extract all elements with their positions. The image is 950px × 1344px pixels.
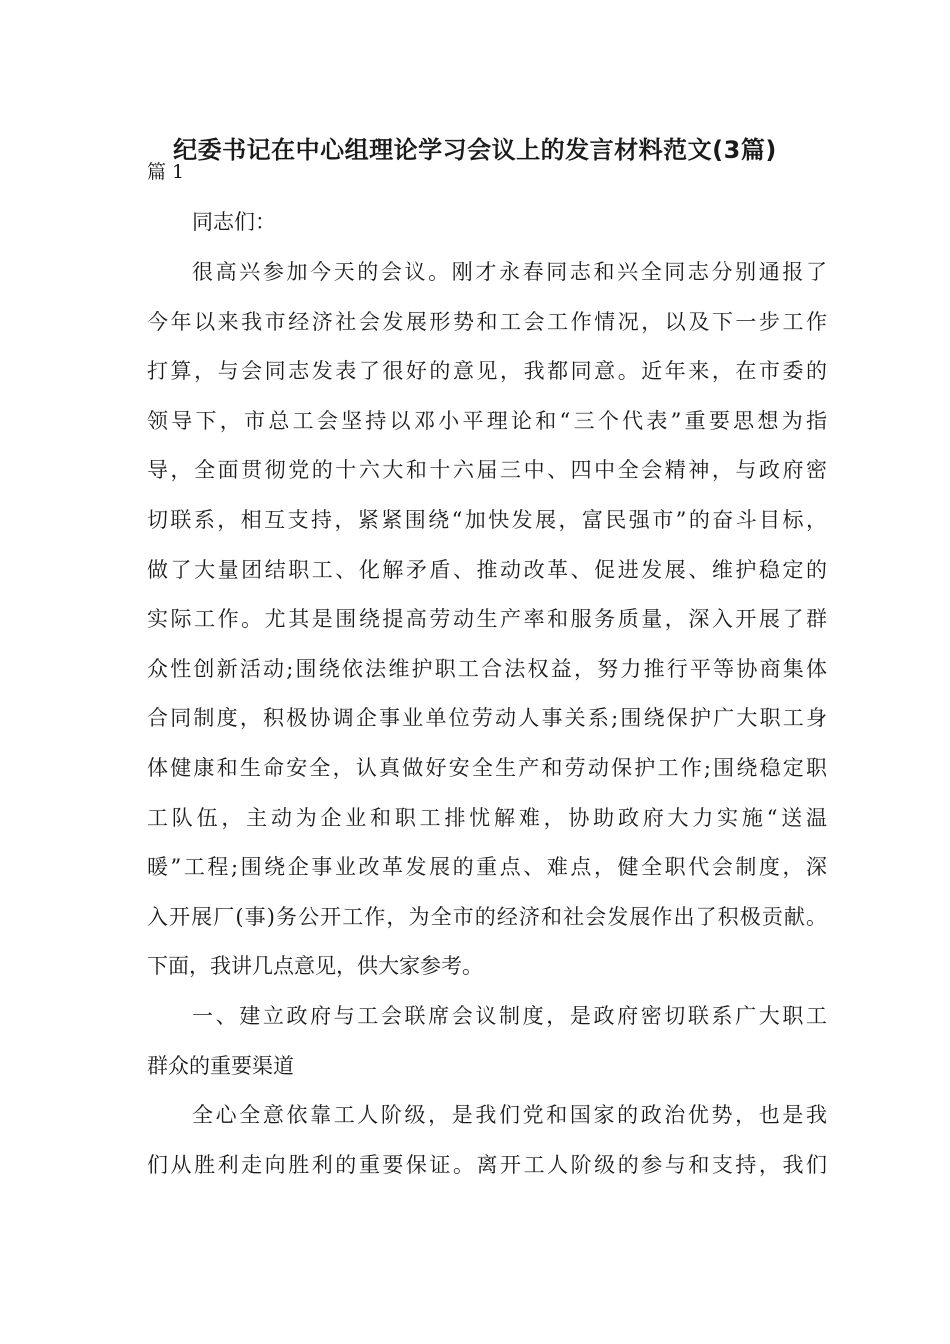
text-line: 工队伍，主动为企业和职工排忧解难，协助政府大力实施“送温 (147, 806, 827, 830)
text-line: 下面，我讲几点意见，供大家参考。 (147, 954, 483, 978)
chapter-heading: 篇 1 (147, 161, 185, 183)
text-line: 暖”工程;围绕企事业改革发展的重点、难点，健全职代会制度，深 (147, 855, 827, 879)
text-line: 们从胜利走向胜利的重要保证。离开工人阶级的参与和支持，我们 (147, 1153, 827, 1177)
text-line: 做了大量团结职工、化解矛盾、推动改革、促进发展、维护稳定的 (147, 558, 827, 582)
text-line: 很高兴参加今天的会议。刚才永春同志和兴全同志分别通报了 (192, 260, 827, 284)
text-line: 实际工作。尤其是围绕提高劳动生产率和服务质量，深入开展了群 (147, 607, 827, 631)
text-line: 导，全面贯彻党的十六大和十六届三中、四中全会精神，与政府密 (147, 458, 827, 482)
text-line: 全心全意依靠工人阶级，是我们党和国家的政治优势，也是我 (192, 1103, 827, 1127)
text-line: 众性创新活动;围绕依法维护职工合法权益，努力推行平等协商集体 (147, 657, 827, 681)
text-line: 体健康和生命安全，认真做好安全生产和劳动保护工作;围绕稳定职 (147, 756, 827, 780)
document-title: 纪委书记在中心组理论学习会议上的发言材料范文(3篇) (173, 136, 777, 164)
text-line: 切联系，相互支持，紧紧围绕“加快发展，富民强市”的奋斗目标， (147, 508, 827, 532)
text-line: 合同制度，积极协调企事业单位劳动人事关系;围绕保护广大职工身 (147, 706, 827, 730)
section-heading: 一、建立政府与工会联席会议制度，是政府密切联系广大职工 (192, 1004, 827, 1028)
text-line: 今年以来我市经济社会发展形势和工会工作情况，以及下一步工作 (147, 310, 827, 334)
section-heading-continued: 群众的重要渠道 (147, 1054, 294, 1078)
text-line: 打算，与会同志发表了很好的意见，我都同意。近年来，在市委的 (147, 359, 827, 383)
salutation: 同志们： (192, 210, 276, 234)
text-line: 入开展厂(事)务公开工作，为全市的经济和社会发展作出了积极贡献。 (147, 905, 827, 929)
text-line: 领导下，市总工会坚持以邓小平理论和“三个代表”重要思想为指 (147, 409, 827, 433)
